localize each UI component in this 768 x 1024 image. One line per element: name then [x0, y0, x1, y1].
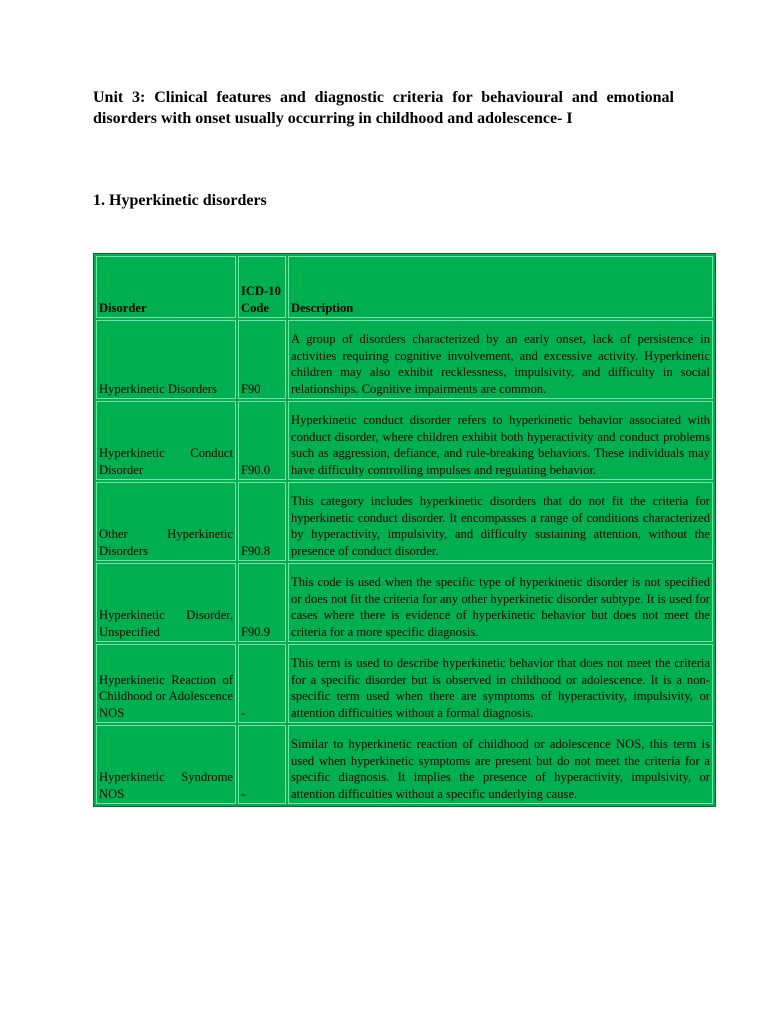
code-cell: - [238, 644, 286, 723]
disorder-cell: Hyperkinetic Disorder, Unspecified [96, 563, 236, 642]
table-row [96, 401, 713, 480]
description-cell: This code is used when the specific type of hyperkinetic disorder is not specified or does not fit the criteria for any other hyperkinetic disorder subtype. It is used for cases where there is evidence of hyperkinetic behavior but does not meet the criteria for a more specific diagnosis. [288, 563, 713, 642]
description-cell: Hyperkinetic conduct disorder refers to hyperkinetic behavior associated with conduct disorder, where children exhibit both hyperactivity and conduct problems such as aggression, defiance, and rule-breaking behaviors. These individuals may have difficulty controlling impulses and regulating behavior. [288, 401, 713, 480]
disorder-cell: Hyperkinetic Syndrome NOS [96, 725, 236, 804]
page-title: Unit 3: Clinical features and diagnostic criteria for behavioural and emotional disorders with onset usually occurring in childhood and adolescence- I [93, 89, 674, 127]
disorders-table [93, 253, 716, 807]
description-cell: Similar to hyperkinetic reaction of childhood or adolescence NOS, this term is used when hyperkinetic symptoms are present but do not meet the criteria for a specific diagnosis. It implies the presence of hyperactivity, impulsivity, or attention difficulties without a specific underlying cause. [288, 725, 713, 804]
code-cell: F90.0 [238, 401, 286, 480]
table-row [96, 320, 713, 399]
code-cell: F90 [238, 320, 286, 399]
table-header-row [96, 256, 713, 318]
table-row [96, 644, 713, 723]
section-heading: 1. Hyperkinetic disorders [93, 192, 267, 209]
table-row [96, 725, 713, 804]
table-row [96, 563, 713, 642]
code-cell: F90.9 [238, 563, 286, 642]
header-description: Description [288, 256, 713, 318]
code-cell: - [238, 725, 286, 804]
description-cell: A group of disorders characterized by an early onset, lack of persistence in activities requiring cognitive involvement, and excessive activity. Hyperkinetic children may also exhibit recklessness, impulsivity, and difficulty in social relationships. Cognitive impairments are common. [288, 320, 713, 399]
disorder-cell: Hyperkinetic Reaction of Childhood or Adolescence NOS [96, 644, 236, 723]
description-cell: This term is used to describe hyperkinetic behavior that does not meet the criteria for a specific disorder but is observed in childhood or adolescence. It is a non-specific term used when there are symptoms of hyperactivity, impulsivity, or attention difficulties without a formal diagnosis. [288, 644, 713, 723]
description-cell: This category includes hyperkinetic disorders that do not fit the criteria for hyperkinetic conduct disorder. It encompasses a range of conditions characterized by hyperactivity, impulsivity, and difficulty sustaining attention, without the presence of conduct disorder. [288, 482, 713, 561]
disorder-cell: Other Hyperkinetic Disorders [96, 482, 236, 561]
header-icd-code: ICD-10 Code [238, 256, 286, 318]
disorder-cell: Hyperkinetic Conduct Disorder [96, 401, 236, 480]
code-cell: F90.8 [238, 482, 286, 561]
header-disorder: Disorder [96, 256, 236, 318]
disorder-cell: Hyperkinetic Disorders [96, 320, 236, 399]
table-row [96, 482, 713, 561]
